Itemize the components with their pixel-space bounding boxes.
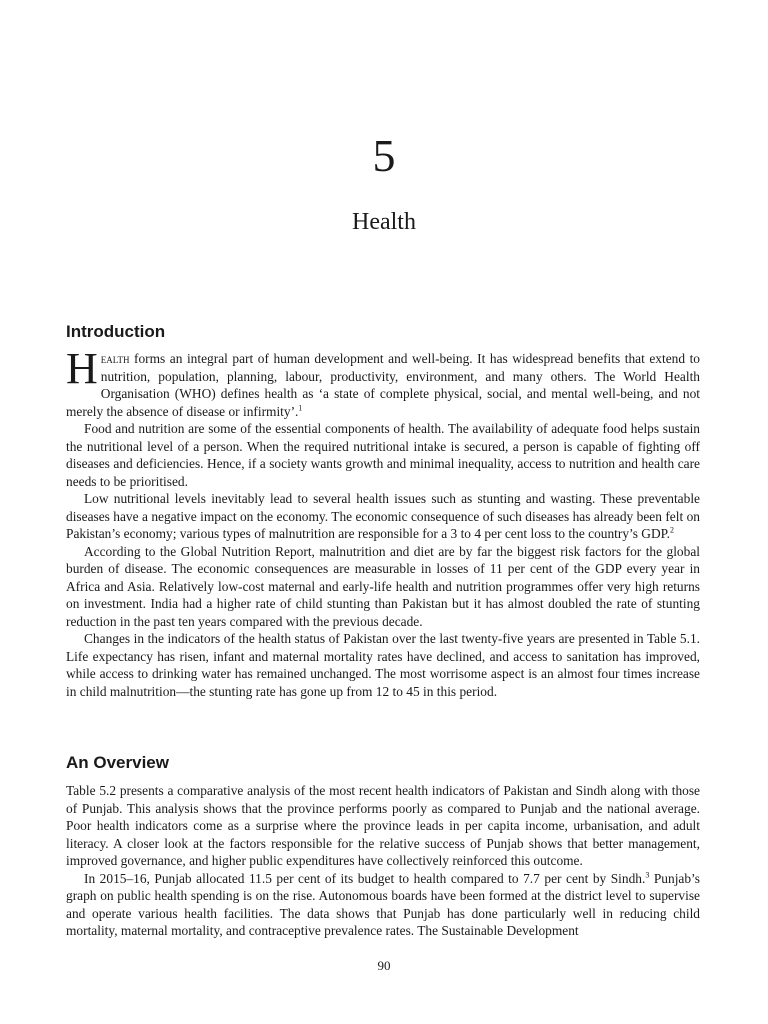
paragraph-text: Low nutritional levels inevitably lead to several health issues such as stunting and wasting. These preventable diseases have a negative impact on the economy. The economic consequence of such diseases has already been felt on Pakistan’s economy; various types of malnutrition are responsible for a 3 to 4 per cent loss to the country’s GDP. xyxy=(66,491,700,541)
section-heading-overview: An Overview xyxy=(66,753,169,772)
footnote-marker: 2 xyxy=(669,525,674,535)
chapter-title: Health xyxy=(352,209,416,235)
drop-cap: H xyxy=(66,344,98,393)
chapter-number: 5 xyxy=(372,130,396,181)
first-word-smallcaps: ealth xyxy=(100,351,130,366)
paragraph-text: forms an integral part of human development and well-being. It has widespread benefits that extend to nutrition, population, planning, labour, productivity, environment, and many others. The World Health Organisation (WHO) defines health as ‘a state of complete physical, social, and mental well-being, and not merely the absence of disease or infirmity’. xyxy=(66,351,700,419)
introduction-paragraph-1 xyxy=(66,344,700,420)
introduction-paragraph-2: Food and nutrition are some of the essential components of health. The availability of adequate food helps sustain the nutritional level of a person. When the required nutritional intake is secured, a person is capable of fighting off diseases and deficiencies. Hence, if a society wants growth and minimal inequality, access to nutrition and health care needs to be prioritised. xyxy=(66,421,700,489)
introduction-paragraph-3 xyxy=(66,490,700,543)
footnote-marker: 3 xyxy=(645,870,650,880)
overview-paragraph-1: Table 5.2 presents a comparative analysis of the most recent health indicators of Pakistan and Sindh along with those of Punjab. This analysis shows that the province performs poorly as compared to Punjab and the national average. Poor health indicators come as a surprise where the province leads in per capita income, urbanisation, and adult literacy. A closer look at the factors responsible for the relative success of Punjab shows that better management, improved governance, and higher public expenditures have collectively reinforced this outcome. xyxy=(66,783,700,868)
section-heading-introduction: Introduction xyxy=(66,322,166,341)
introduction-paragraph-5: Changes in the indicators of the health status of Pakistan over the last twenty-five years are presented in Table 5.1. Life expectancy has risen, infant and maternal mortality rates have declined, and access to sanitation has improved, while access to drinking water has remained unchanged. The most worrisome aspect is an almost four times increase in child malnutrition—the stunting rate has gone up from 12 to 45 in this period. xyxy=(66,631,700,699)
overview-paragraph-2 xyxy=(66,870,700,940)
paragraph-text: In 2015–16, Punjab allocated 11.5 per cent of its budget to health compared to 7.7 per cent by Sindh. xyxy=(84,870,646,886)
page-number: 90 xyxy=(377,958,391,973)
introduction-body xyxy=(66,344,700,700)
introduction-paragraph-4: According to the Global Nutrition Report, malnutrition and diet are by far the biggest risk factors for the global burden of disease. The economic consequences are measurable in losses of 11 per cent of the GDP every year in Africa and Asia. Relatively low-cost maternal and early-life health and nutrition programmes offer very high returns on investment. India had a higher rate of child stunting than Pakistan but it has almost doubled the rate of stunting reduction in the past ten years compared with the previous decade. xyxy=(66,543,700,629)
overview-body xyxy=(66,782,700,940)
paragraph-text: Punjab’s graph on public health spending is on the rise. Autonomous boards have been formed at the district level to supervise and operate various health facilities. The data shows that Punjab has done particularly well in reducing child mortality, maternal mortality, and contraceptive prevalence rates. The Sustainable Development xyxy=(66,870,700,938)
footnote-marker: 1 xyxy=(298,403,303,413)
